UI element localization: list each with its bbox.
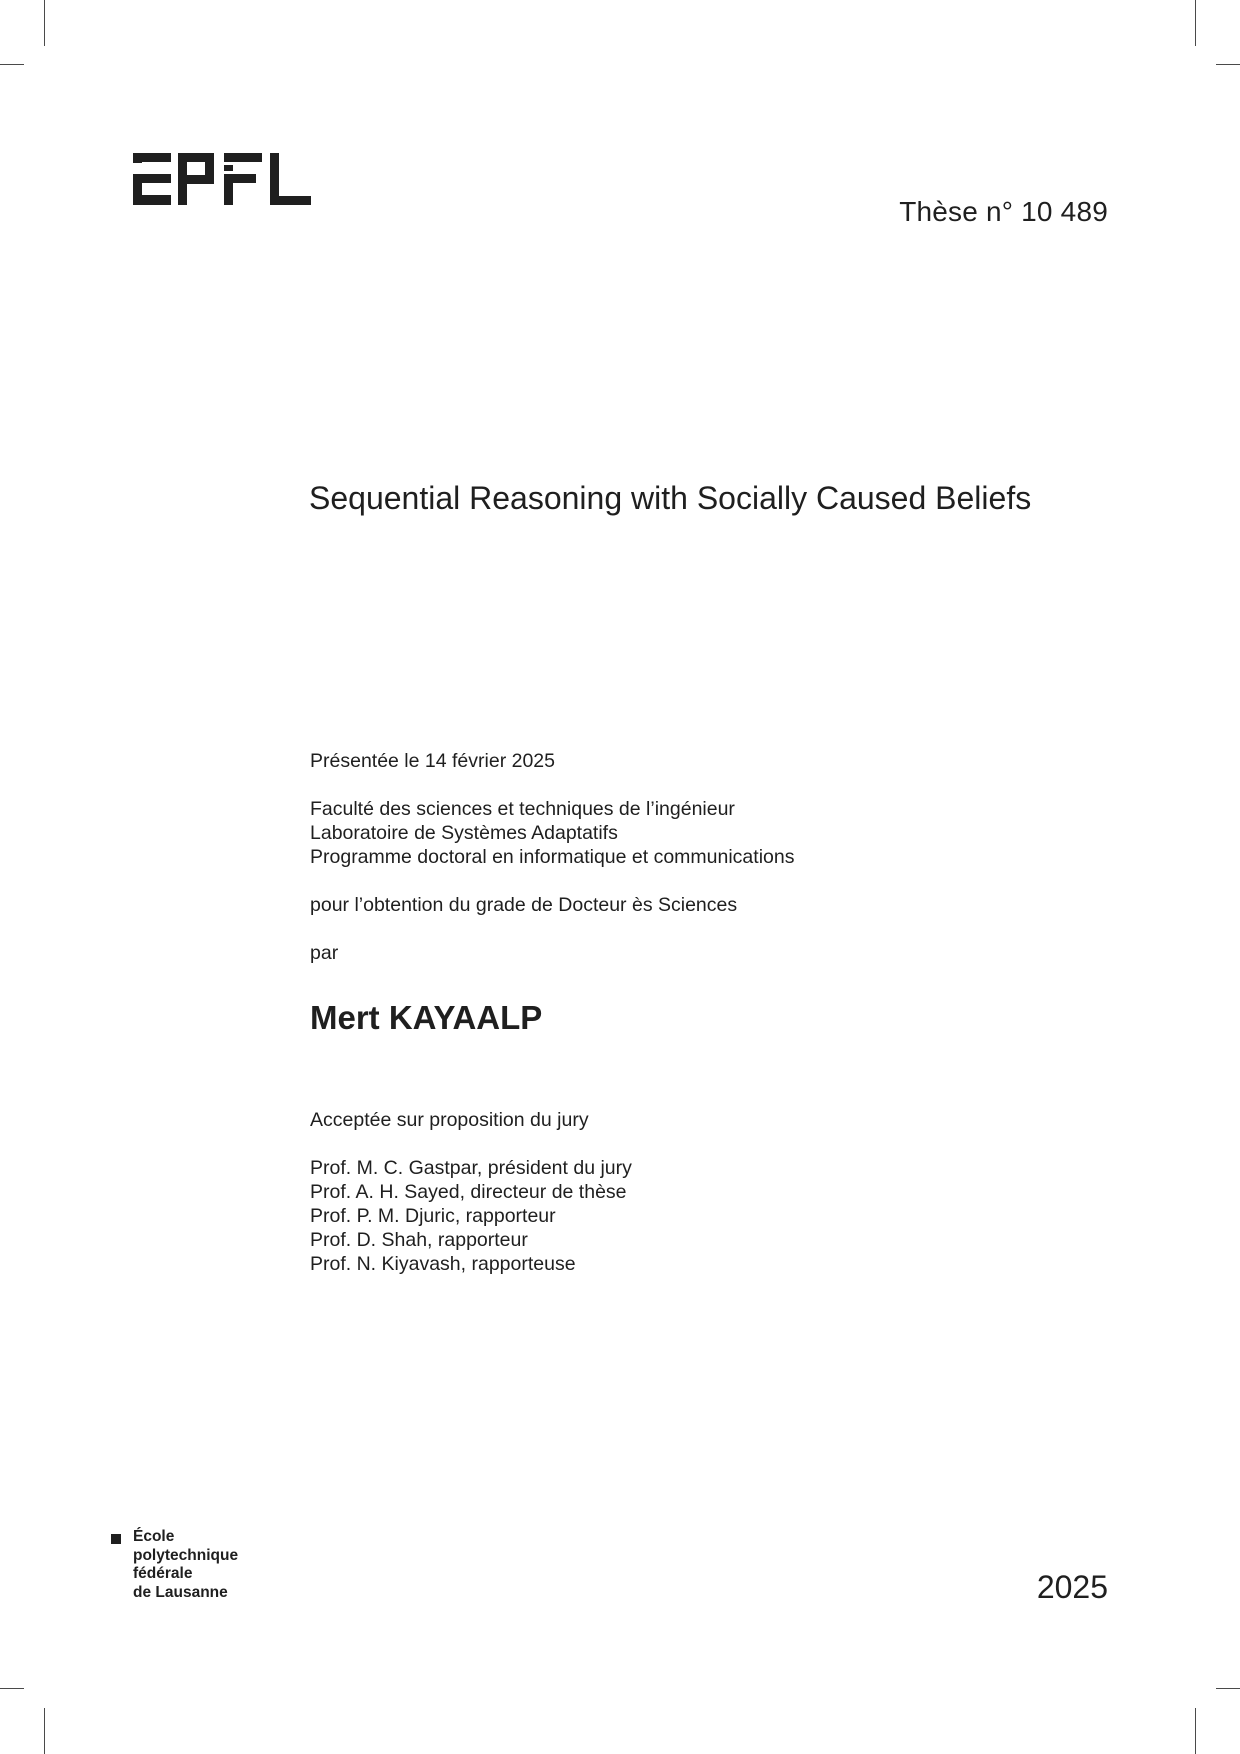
epfl-logo [133,153,311,205]
crop-mark [1195,1708,1196,1754]
author-name: Mert KAYAALP [310,999,543,1036]
thesis-title: Sequential Reasoning with Socially Caused Beliefs [309,480,1032,516]
jury-list [310,1156,632,1276]
school-line: de Lausanne [133,1583,228,1601]
crop-mark [0,64,24,65]
year: 2025 [1036,1569,1108,1605]
degree-line: pour l’obtention du grade de Docteur ès Sciences [310,894,738,916]
crop-mark [44,0,45,46]
crop-mark [1216,1688,1240,1689]
institution-line: Programme doctoral en informatique et communications [310,846,795,868]
par-line: par [310,942,339,964]
institution-line: Laboratoire de Systèmes Adaptatifs [310,822,618,844]
jury-heading-block [310,1108,589,1132]
jury-member: Prof. M. C. Gastpar, président du jury [310,1157,632,1179]
jury-heading: Acceptée sur proposition du jury [310,1109,589,1131]
school-line: fédérale [133,1565,193,1582]
presentation-date [310,749,555,773]
crop-mark [44,1708,45,1754]
school-line: polytechnique [133,1546,239,1564]
crop-mark [1216,64,1240,65]
school-line: École [133,1528,175,1545]
crop-mark [0,1688,24,1689]
crop-mark [1195,0,1196,46]
jury-member: Prof. N. Kiyavash, rapporteuse [310,1253,576,1275]
institution-line: Faculté des sciences et techniques de l’ingénieur [310,798,735,820]
par-block [310,941,338,965]
date-line: Présentée le 14 février 2025 [310,750,555,772]
these-number: Thèse n° 10 489 [899,196,1108,227]
degree-block [310,893,737,917]
jury-member: Prof. A. H. Sayed, directeur de thèse [310,1181,627,1203]
institution-block [310,797,794,869]
jury-member: Prof. D. Shah, rapporteur [310,1229,528,1251]
jury-member: Prof. P. M. Djuric, rapporteur [310,1205,556,1227]
square-bullet-icon [111,1534,121,1544]
